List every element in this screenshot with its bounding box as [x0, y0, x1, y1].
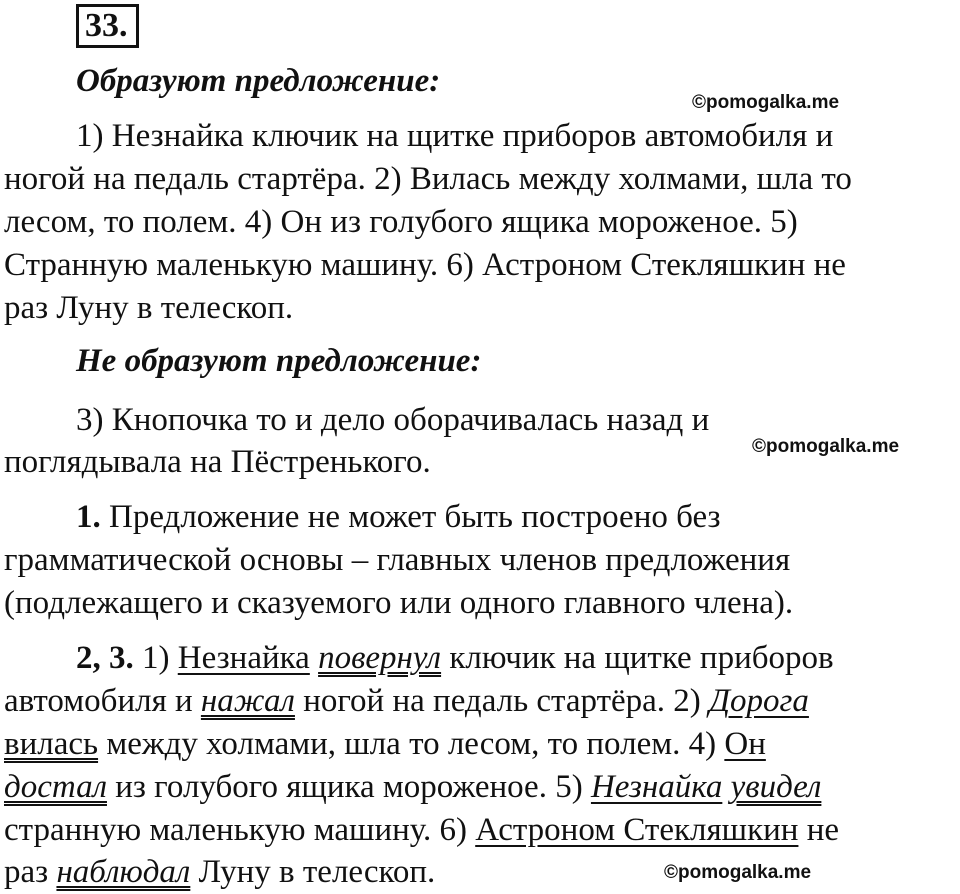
forms-sentence-heading: Образуют предложение:	[76, 63, 441, 99]
answer23-line	[76, 638, 834, 678]
answer1-text: Предложение не может быть построено без	[100, 499, 721, 535]
watermark: ©pomogalka.me	[692, 92, 840, 113]
predicate-word: вилась	[4, 726, 99, 762]
watermark: ©pomogalka.me	[752, 436, 900, 457]
answer23-line	[4, 724, 766, 764]
predicate-word: достал	[4, 769, 107, 805]
text: из голубого ящика мороженое. 5)	[106, 769, 591, 805]
text	[310, 640, 318, 676]
predicate-word: повернул	[318, 640, 442, 676]
subject-word: Незнайка	[177, 640, 310, 676]
text: между холмами, шла то лесом, то полем. 4)	[98, 726, 725, 762]
answer1-line	[76, 497, 721, 537]
answer23-line	[4, 681, 809, 721]
text: 1)	[133, 640, 178, 676]
predicate-word: нажал	[200, 683, 295, 719]
text: Луну в телескоп.	[190, 854, 436, 890]
answer1-line: грамматической основы – главных членов предложения	[4, 542, 791, 578]
text: странную маленькую машину. 6)	[4, 812, 476, 848]
predicate-word: увидел	[730, 769, 822, 805]
text: ключик на щитке приборов	[441, 640, 834, 676]
answer23-label: 2, 3.	[76, 640, 134, 676]
task-number-box: 33.	[76, 4, 139, 48]
text	[722, 769, 730, 805]
text: раз	[4, 854, 57, 890]
paragraph-line: 3) Кнопочка то и дело оборачивалась назад и	[76, 402, 710, 438]
text: не	[798, 812, 839, 848]
paragraph-line: Странную маленькую машину. 6) Астроном Стекляшкин не	[4, 247, 846, 283]
answer23-line	[4, 810, 839, 850]
paragraph-line: ногой на педаль стартёра. 2) Вилась между холмами, шла то	[4, 161, 852, 197]
text: ногой на педаль стартёра. 2)	[294, 683, 710, 719]
predicate-word: наблюдал	[56, 854, 191, 890]
paragraph-line: раз Луну в телескоп.	[4, 290, 294, 326]
paragraph-line: 1) Незнайка ключик на щитке приборов автомобиля и	[76, 118, 834, 154]
watermark: ©pomogalka.me	[664, 862, 812, 883]
answer1-label: 1.	[76, 499, 101, 535]
paragraph-line: лесом, то полем. 4) Он из голубого ящика мороженое. 5)	[4, 204, 798, 240]
text: автомобиля и	[4, 683, 201, 719]
paragraph-line: поглядывала на Пёстренького.	[4, 444, 431, 480]
subject-word: Он	[724, 726, 766, 762]
subject-word: Астроном Стекляшкин	[475, 812, 799, 848]
answer23-line	[4, 767, 821, 807]
answer23-line	[4, 852, 435, 892]
subject-word: Незнайка	[590, 769, 723, 805]
subject-word: Дорога	[709, 683, 809, 719]
not-forms-sentence-heading: Не образуют предложение:	[76, 343, 482, 379]
answer1-line: (подлежащего и сказуемого или одного главного члена).	[4, 585, 794, 621]
